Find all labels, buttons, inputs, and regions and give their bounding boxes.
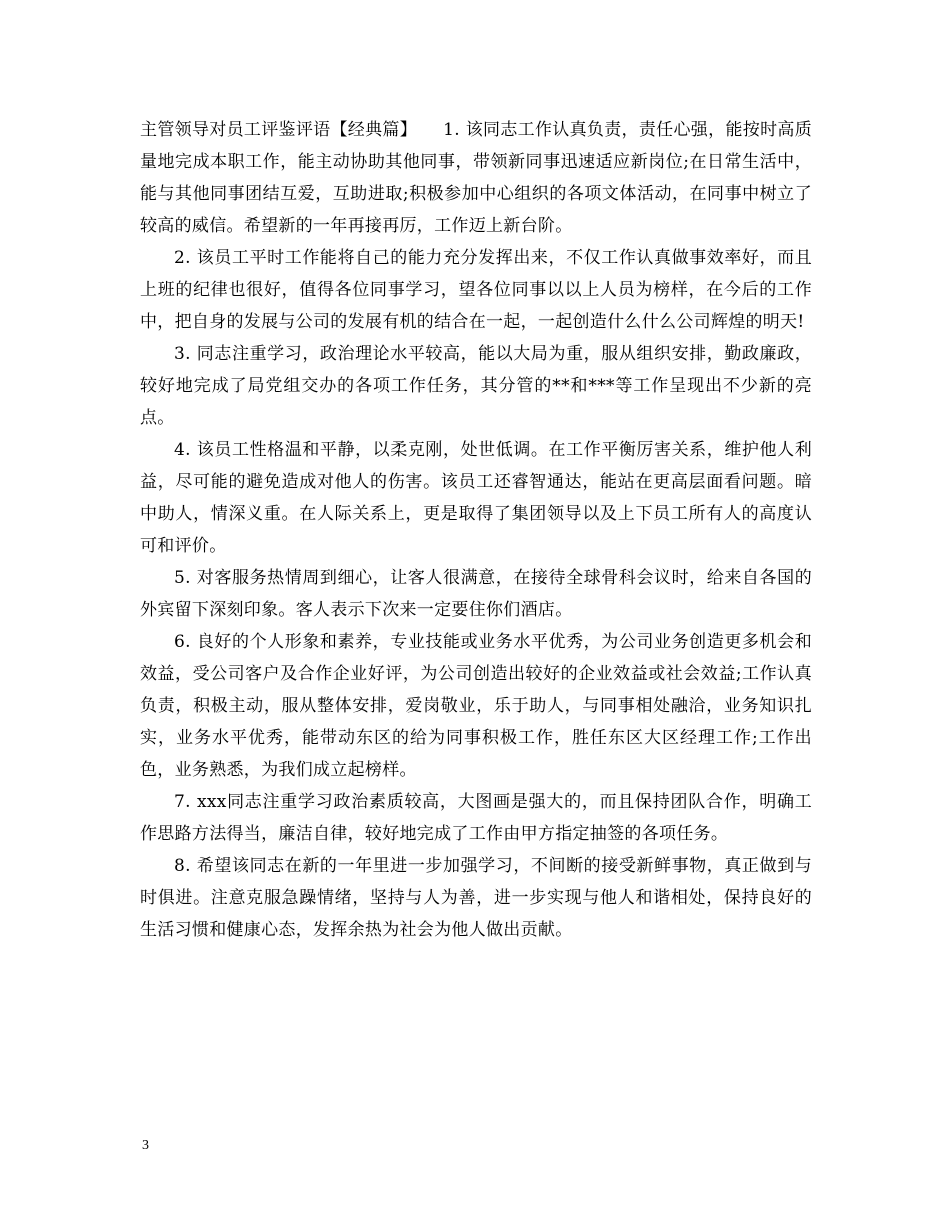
- paragraph-1: 主管领导对员工评鉴评语【经典篇】 1. 该同志工作认真负责，责任心强，能按时高质量地完成本职工作，能主动协助其他同事，带领新同事迅速适应新岗位;在日常生活中，能与其他同事团结互爱，互助进取;积极参加中心组织的各项文体活动，在同事中树立了较高的威信。希望新的一年再接再厉，工作迈上新台阶。: [140, 120, 812, 236]
- paragraph-3: 3. 同志注重学习，政治理论水平较高，能以大局为重，服从组织安排，勤政廉政，较好地完成了局党组交办的各项工作任务，其分管的**和***等工作呈现出不少新的亮点。: [140, 344, 812, 428]
- paragraph-6: 6. 良好的个人形象和素养，专业技能或业务水平优秀，为公司业务创造更多机会和效益，受公司客户及合作企业好评，为公司创造出较好的企业效益或社会效益;工作认真负责，积极主动，服从整体安排，爱岗敬业，乐于助人，与同事相处融洽，业务知识扎实，业务水平优秀，能带动东区的给为同事积极工作，胜任东区大区经理工作;工作出色，业务熟悉，为我们成立起榜样。: [140, 632, 812, 780]
- paragraph-2: 2. 该员工平时工作能将自己的能力充分发挥出来，不仅工作认真做事效率好，而且上班的纪律也很好，值得各位同事学习，望各位同事以以上人员为榜样，在今后的工作中，把自身的发展与公司的发展有机的结合在一起，一起创造什么什么公司辉煌的明天!: [140, 248, 812, 332]
- page-number: 3: [142, 1138, 149, 1153]
- paragraph-8: 8. 希望该同志在新的一年里进一步加强学习，不间断的接受新鲜事物，真正做到与时俱进。注意克服急躁情绪，坚持与人为善，进一步实现与他人和谐相处，保持良好的生活习惯和健康心态，发挥余热为社会为他人做出贡献。: [140, 856, 812, 940]
- paragraph-7: 7. xxx同志注重学习政治素质较高，大图画是强大的，而且保持团队合作，明确工作思路方法得当，廉洁自律，较好地完成了工作由甲方指定抽签的各项任务。: [140, 792, 812, 844]
- paragraph-5: 5. 对客服务热情周到细心，让客人很满意，在接待全球骨科会议时，给来自各国的外宾留下深刻印象。客人表示下次来一定要住你们酒店。: [140, 568, 812, 620]
- document-body: [140, 114, 812, 946]
- paragraph-4: 4. 该员工性格温和平静，以柔克刚，处世低调。在工作平衡厉害关系，维护他人利益，尽可能的避免造成对他人的伤害。该员工还睿智通达，能站在更高层面看问题。暗中助人，情深义重。在人际关系上，更是取得了集团领导以及上下员工所有人的高度认可和评价。: [140, 440, 812, 556]
